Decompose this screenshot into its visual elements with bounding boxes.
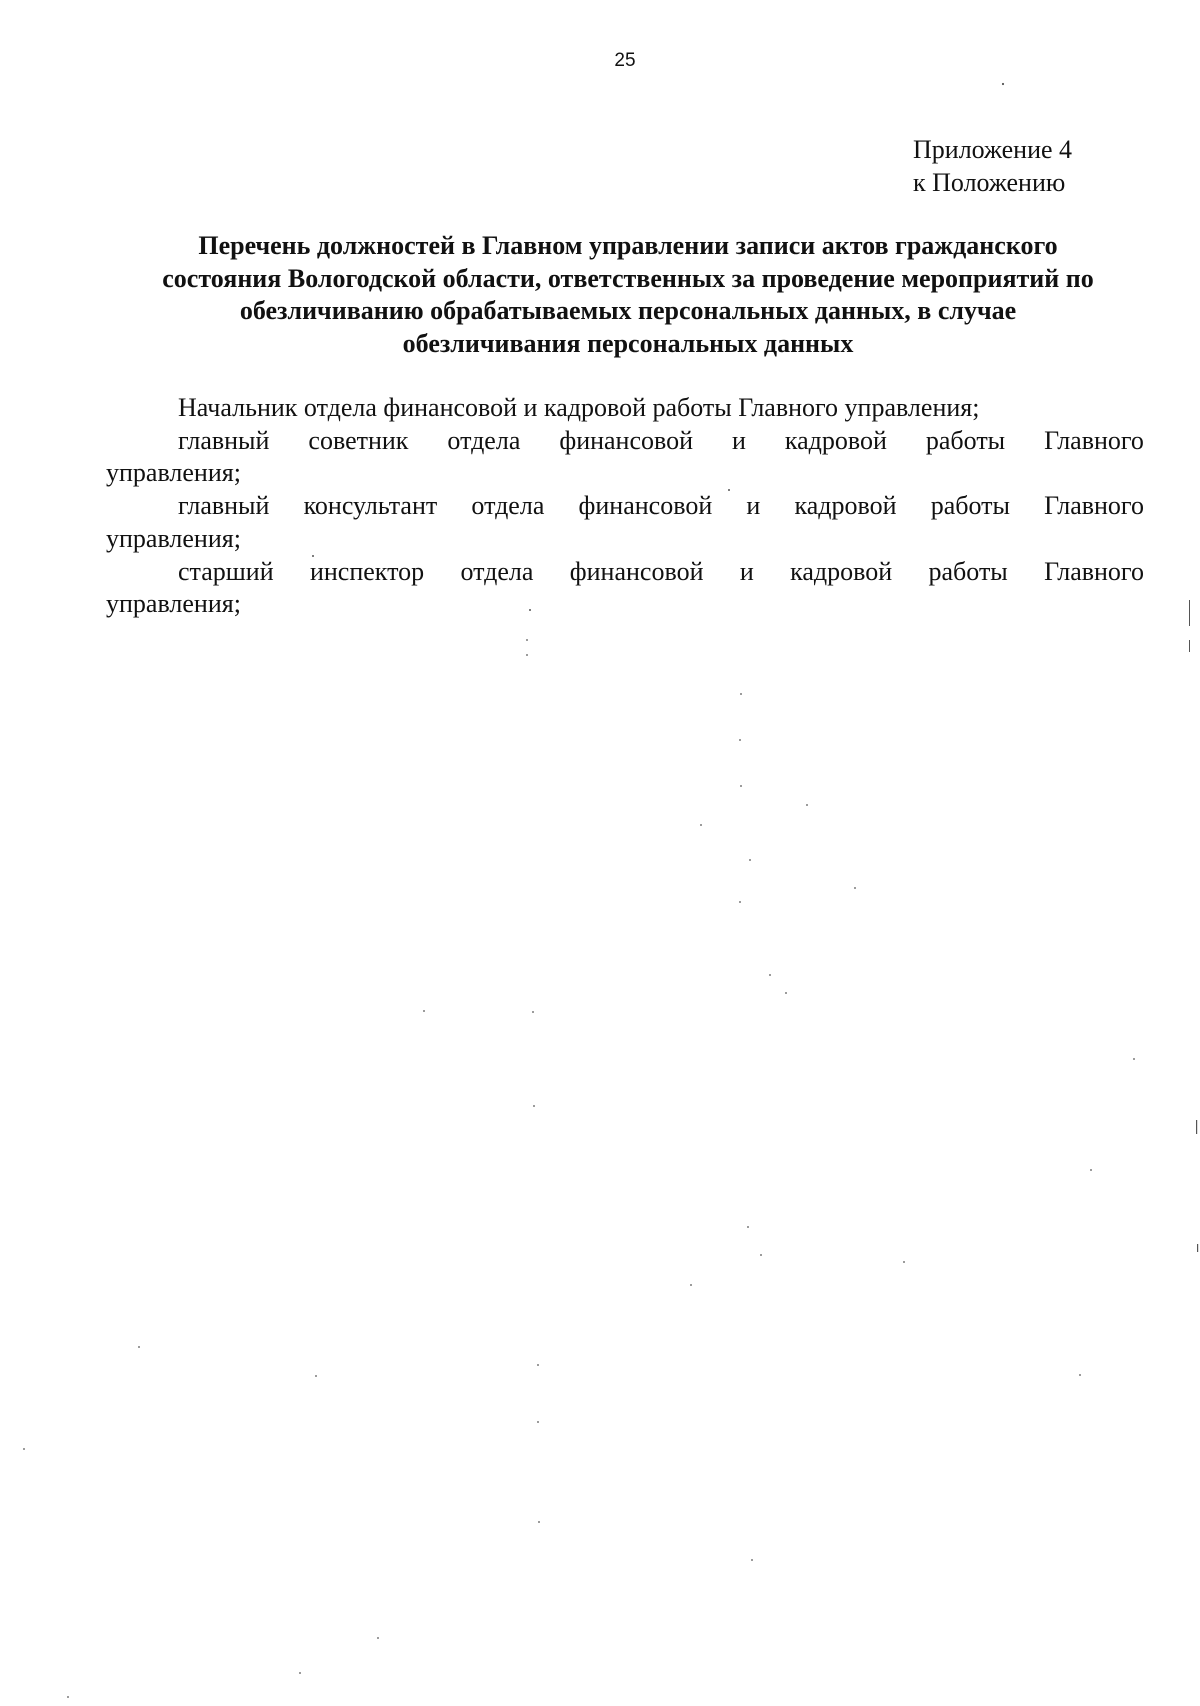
word: отдела xyxy=(460,556,534,586)
position-line xyxy=(106,490,1144,523)
position-line-continuation: управления; xyxy=(106,523,241,553)
word: Главного xyxy=(1044,425,1144,455)
word: главный xyxy=(178,491,270,521)
word: отдела xyxy=(447,425,521,455)
word: финансовой xyxy=(578,491,713,521)
word: советник xyxy=(308,425,409,455)
word: кадровой xyxy=(790,556,893,586)
word: старший xyxy=(178,556,274,586)
word: отдела xyxy=(471,491,545,521)
position-line-continuation: управления; xyxy=(106,458,241,488)
positions-list xyxy=(106,392,1144,621)
page-number: 25 xyxy=(614,50,636,71)
word: финансовой xyxy=(559,425,694,455)
title-line: обезличивания персональных данных xyxy=(402,328,854,358)
word: консультант xyxy=(303,491,438,521)
word: главный xyxy=(178,425,270,455)
word: и xyxy=(732,425,746,455)
position-line-continuation: управления; xyxy=(106,589,241,619)
position-line xyxy=(106,556,1144,589)
word: работы xyxy=(925,425,1006,455)
word: кадровой xyxy=(794,491,897,521)
title-line: обезличиванию обрабатываемых персональных данных, в случае xyxy=(239,296,1017,325)
appendix-parent-document: к Положению xyxy=(913,168,1066,197)
word: финансовой xyxy=(569,556,704,586)
word: кадровой xyxy=(784,425,887,455)
position-item-chief-consultant xyxy=(106,490,1144,555)
word: работы xyxy=(928,556,1008,586)
document-title xyxy=(108,230,1148,360)
position-item-senior-inspector xyxy=(106,556,1144,621)
word: и xyxy=(739,556,754,586)
appendix-reference xyxy=(913,133,1072,199)
word: Главного xyxy=(1044,491,1144,521)
word: и xyxy=(746,491,761,521)
title-line: Перечень должностей в Главном управлении записи актов гражданского xyxy=(198,231,1058,260)
title-line: состояния Вологодской области, ответственных за проведение мероприятий по xyxy=(162,263,1094,293)
appendix-number: Приложение 4 xyxy=(913,135,1073,164)
position-line xyxy=(106,425,1144,458)
word: Главного xyxy=(1044,556,1144,586)
position-item-chief-advisor xyxy=(106,425,1144,490)
word: работы xyxy=(930,491,1010,521)
position-item-head-of-department: Начальник отдела финансовой и кадровой работы Главного управления; xyxy=(178,393,980,422)
word: инспектор xyxy=(309,556,425,586)
